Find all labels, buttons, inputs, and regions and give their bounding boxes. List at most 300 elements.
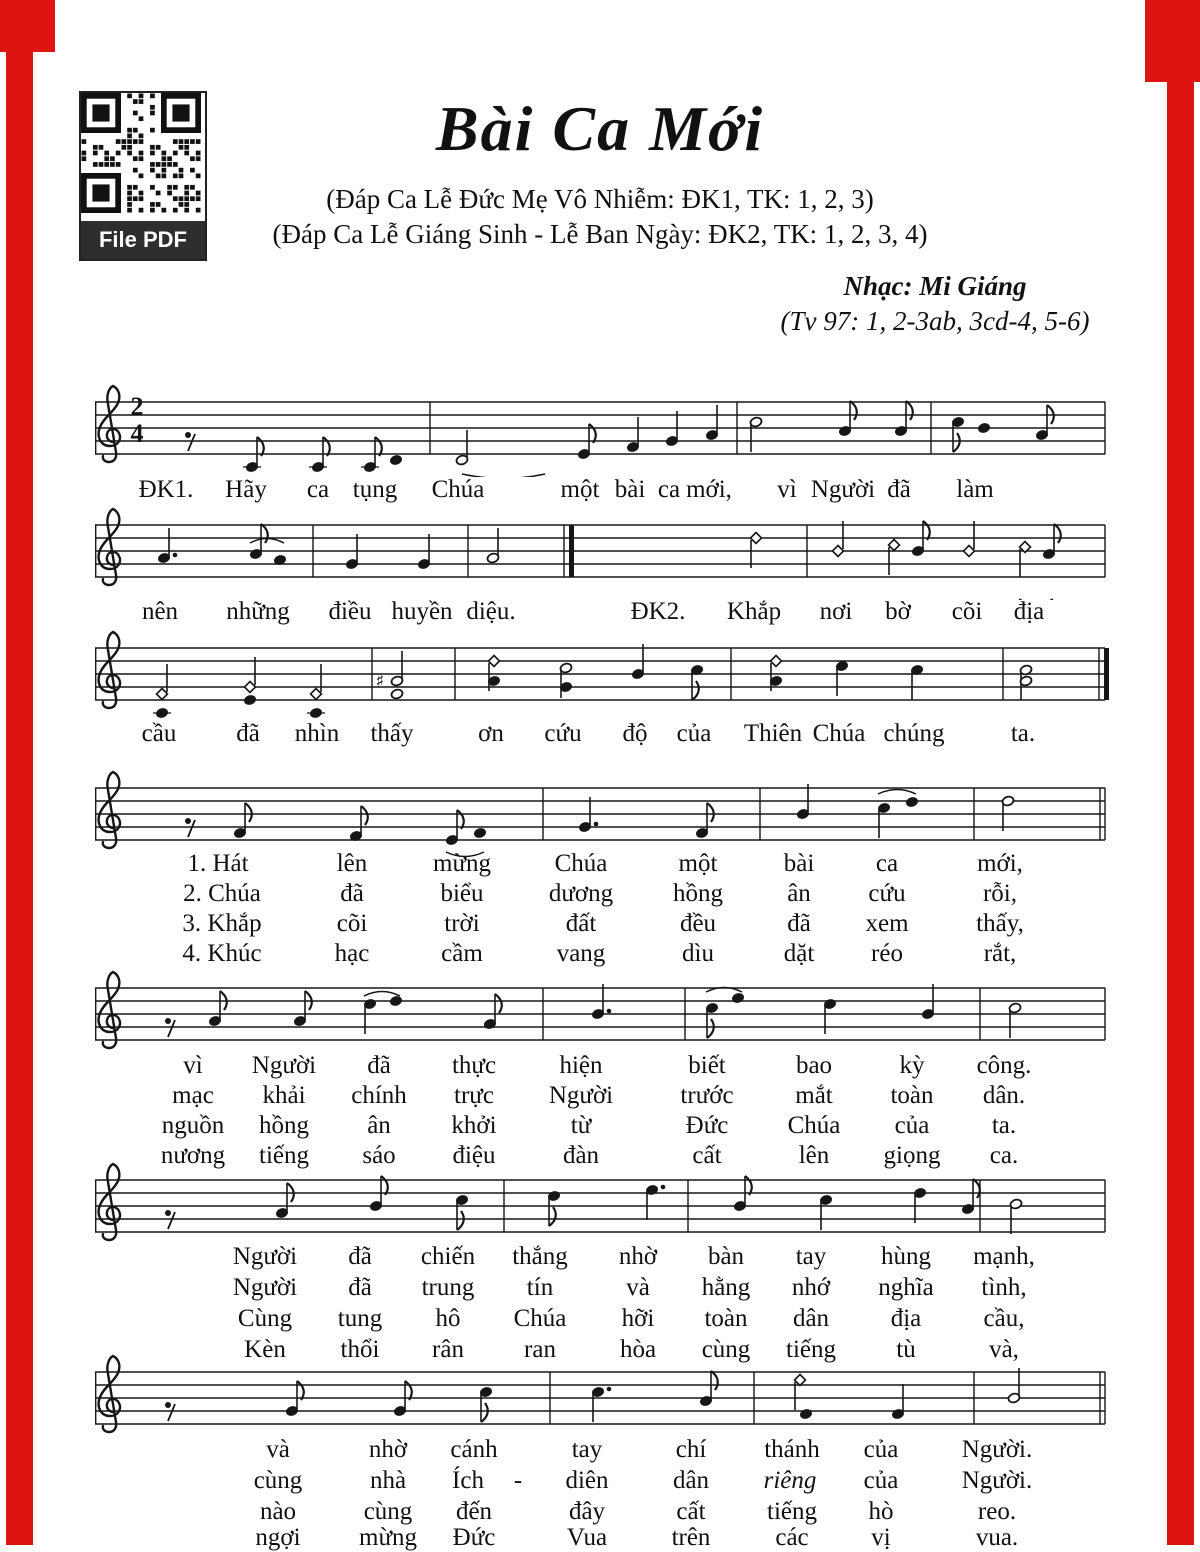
lyric-syllable: Khắp — [726, 598, 782, 625]
lyric-syllable: Người — [232, 1274, 298, 1301]
eighth-rest-icon — [165, 1402, 171, 1408]
note-d — [795, 1375, 806, 1411]
lyric-syllable: cứu — [868, 880, 906, 907]
lyric-syllable: ca — [657, 476, 681, 503]
augmentation-dot — [607, 1009, 612, 1014]
lyric-syllable: cùng — [253, 1467, 303, 1494]
barline-thick — [1104, 648, 1109, 700]
eighth-rest-icon — [185, 432, 191, 438]
note-n8 — [243, 437, 264, 473]
lyric-syllable: đàn — [562, 1142, 600, 1169]
lyric-syllable: Chúa — [513, 1305, 567, 1332]
lyric-syllable: thắng — [512, 1243, 568, 1270]
lyric-syllable: từ — [570, 1112, 592, 1139]
lyric-syllable: tù — [896, 1336, 916, 1363]
lyric-syllable: vang — [556, 940, 606, 967]
flag-icon — [245, 803, 252, 822]
lyric-syllable: hùng — [881, 1243, 931, 1270]
lyric-syllable: lên — [798, 1142, 830, 1169]
note-n — [631, 644, 644, 680]
note-n8 — [961, 1179, 979, 1215]
note-p — [799, 1408, 812, 1419]
sharp-icon: ♯ — [375, 671, 385, 692]
flag-icon — [906, 401, 913, 420]
notehead — [389, 995, 402, 1006]
flag-icon — [457, 1211, 464, 1230]
lyric-syllable: vua. — [975, 1524, 1019, 1551]
note-h — [455, 430, 468, 466]
lyric-syllable: một — [560, 476, 600, 503]
lyric-syllable: của — [863, 1436, 899, 1463]
lyric-syllable: điệu — [452, 1142, 496, 1169]
lyric-syllable: tay — [795, 1243, 827, 1270]
notehead — [243, 694, 256, 705]
lyric-syllable: diệu. — [466, 598, 516, 625]
lyric-syllable: nguồn — [161, 1112, 225, 1139]
flag-icon — [953, 433, 960, 452]
lyric-syllable: độ — [622, 720, 648, 747]
lyric-syllable: cõi — [336, 910, 368, 937]
eighth-rest-icon — [165, 1018, 171, 1024]
note-p — [153, 707, 171, 718]
diamond-notehead — [771, 656, 782, 667]
lyric-line — [0, 1112, 1200, 1142]
lyric-syllable: ta. — [991, 1112, 1017, 1139]
lyric-syllable: nhờ — [618, 1243, 658, 1270]
lyric-syllable: hồng — [259, 1112, 309, 1139]
note-h — [390, 651, 403, 687]
lyric-syllable: cầu — [141, 720, 177, 747]
lyric-line — [0, 1274, 1200, 1304]
note-n — [417, 534, 430, 570]
diamond-notehead — [311, 689, 322, 700]
note-p — [731, 992, 744, 1003]
lyric-syllable: Chúa — [787, 1112, 841, 1139]
note-n8 — [275, 1183, 293, 1219]
lyric-syllable: dìu — [682, 940, 714, 967]
note-sharp — [376, 671, 385, 692]
lyric-syllable: hò — [868, 1498, 894, 1525]
lyric-syllable: Chúa — [554, 850, 608, 877]
lyric-syllable: toàn — [704, 1305, 748, 1332]
flag-icon — [589, 424, 596, 443]
flag-icon — [711, 1371, 718, 1390]
lyric-syllable: Vua — [566, 1524, 608, 1551]
lyric-syllable: biểu — [440, 880, 484, 907]
lyric-syllable: thánh — [764, 1436, 820, 1463]
note-n8 — [455, 1194, 468, 1230]
note-n8 — [547, 1190, 560, 1226]
lyric-syllable: công. — [976, 1052, 1032, 1079]
lyric-line — [0, 1305, 1200, 1335]
note-n — [363, 998, 376, 1034]
note-n — [910, 664, 923, 700]
lyric-syllable: ân — [367, 1112, 391, 1139]
flag-icon — [1054, 524, 1061, 543]
qr-label[interactable]: File PDF — [81, 221, 205, 259]
lyric-syllable: chúng — [883, 720, 945, 747]
note-d — [751, 533, 762, 569]
note-n8 — [699, 1371, 717, 1407]
lyric-syllable: lên — [336, 850, 368, 877]
lyric-syllable: cất — [676, 1498, 706, 1525]
note-n8 — [1042, 524, 1060, 560]
lyric-syllable: ca — [875, 850, 899, 877]
note-n8 — [479, 1386, 492, 1422]
augmentation-dot — [607, 1387, 612, 1392]
lyric-syllable: ĐK1. — [138, 476, 194, 503]
lyric-syllable: ĐK2. — [630, 598, 686, 625]
flag-icon — [973, 1179, 980, 1198]
notehead — [389, 454, 402, 465]
lyric-syllable: mới, — [977, 850, 1023, 877]
note-n8 — [293, 991, 311, 1027]
flag-icon — [257, 437, 264, 456]
note-n — [823, 998, 836, 1034]
tie-slur — [364, 992, 400, 997]
tie-slur — [878, 790, 916, 795]
lyric-syllable: nhìn — [294, 720, 340, 747]
flag-icon — [323, 437, 330, 456]
diamond-notehead — [889, 540, 900, 551]
flag-icon — [457, 810, 464, 829]
flag-icon — [495, 994, 502, 1013]
diamond-notehead — [964, 546, 975, 557]
lyric-syllable: của — [863, 1467, 899, 1494]
lyric-syllable: tín — [526, 1274, 554, 1301]
lyric-syllable: và — [266, 1436, 290, 1463]
lyric-syllable: rắt, — [983, 940, 1017, 967]
note-n8 — [309, 437, 330, 473]
note-h — [749, 416, 762, 452]
lyric-syllable: bàn — [707, 1243, 745, 1270]
lyric-line — [0, 720, 1200, 750]
notehead — [799, 1408, 812, 1419]
lyric-syllable: trước — [680, 1082, 734, 1109]
note-h — [486, 528, 499, 564]
note-po — [390, 688, 403, 699]
note-n — [921, 984, 934, 1020]
lyric-syllable: Người. — [961, 1436, 1033, 1463]
note-d — [311, 664, 322, 700]
lyric-syllable: 2. Chúa — [183, 880, 261, 907]
treble-clef-icon — [99, 1356, 120, 1432]
lyric-syllable: hòa — [619, 1336, 657, 1363]
time-signature-lower: 4 — [130, 419, 144, 448]
lyric-syllable: đã — [236, 720, 260, 747]
lyric-syllable: chiến — [420, 1243, 476, 1270]
lyric-syllable: chí — [675, 1436, 707, 1463]
note-n — [819, 1194, 832, 1230]
lyric-syllable: cùng — [363, 1498, 413, 1525]
note-qd — [591, 1386, 611, 1422]
lyric-syllable: cùng — [701, 1336, 751, 1363]
lyric-syllable: nào — [259, 1498, 297, 1525]
notehead — [731, 992, 744, 1003]
staff-3 — [0, 618, 1200, 723]
lyric-syllable: nghĩa — [878, 1274, 934, 1301]
lyric-syllable: Thiên — [743, 720, 803, 747]
lyric-syllable: Hãy — [225, 476, 267, 503]
lyric-syllable: nên — [141, 598, 179, 625]
flag-icon — [707, 1019, 714, 1038]
lyric-syllable: đã — [887, 476, 911, 503]
note-n8 — [1035, 405, 1053, 441]
notehead — [390, 688, 403, 699]
lyric-syllable: mới, — [686, 476, 732, 503]
lyric-syllable: mạnh, — [973, 1243, 1035, 1270]
note-n8 — [233, 803, 251, 839]
lyric-syllable: trung — [421, 1274, 475, 1301]
lyric-syllable: của — [894, 1112, 930, 1139]
lyric-syllable: tình, — [981, 1274, 1027, 1301]
lyric-syllable: réo — [871, 940, 903, 967]
lyric-syllable: tiếng — [767, 1498, 817, 1525]
lyric-syllable: đều — [679, 910, 717, 937]
lyric-syllable: Đức — [452, 1524, 496, 1551]
lyric-syllable: nơi — [819, 598, 853, 625]
note-qd — [645, 1184, 665, 1220]
treble-clef-icon — [99, 1164, 120, 1240]
lyric-syllable: thực — [451, 1052, 497, 1079]
flag-icon — [707, 803, 714, 822]
lyric-line — [0, 1082, 1200, 1112]
note-h — [559, 662, 572, 698]
lyric-syllable: tung — [337, 1305, 383, 1332]
lyric-syllable: Người. — [961, 1467, 1033, 1494]
lyric-syllable: đã — [340, 880, 364, 907]
lyric-syllable: mắt — [795, 1082, 833, 1109]
psalm-reference: (Tv 97: 1, 2-3ab, 3cd-4, 5-6) — [780, 306, 1090, 336]
note-n8 — [361, 437, 382, 473]
lyric-syllable: tiếng — [786, 1336, 836, 1363]
lyric-syllable: và — [626, 1274, 650, 1301]
notehead — [905, 796, 918, 807]
diamond-notehead — [795, 1375, 806, 1386]
note-n8 — [690, 664, 703, 700]
lyric-syllable: Người — [810, 476, 876, 503]
lyric-syllable: biết — [688, 1052, 726, 1079]
lyric-syllable: đã — [348, 1243, 372, 1270]
lyric-syllable: ta. — [1010, 720, 1036, 747]
staff-4 — [0, 758, 1200, 863]
lyric-syllable: dặt — [783, 940, 815, 967]
lyric-syllable: đến — [455, 1498, 493, 1525]
note-n8 — [951, 416, 964, 452]
lyric-syllable: nương — [160, 1142, 226, 1169]
lyric-syllable: mừng — [359, 1524, 417, 1551]
song-title: Bài Ca Mới — [435, 93, 765, 164]
lyric-syllable: thấy — [370, 720, 414, 747]
red-top-right-corner — [1145, 0, 1200, 82]
lyric-syllable: cứu — [544, 720, 582, 747]
lyric-syllable: Người — [548, 1082, 614, 1109]
note-d — [245, 657, 256, 693]
note-n — [913, 1187, 926, 1223]
lyric-syllable: Chúa — [812, 720, 866, 747]
lyric-syllable: ơn — [478, 720, 504, 747]
augmentation-dot — [594, 822, 599, 827]
note-d — [157, 664, 168, 700]
flag-icon — [261, 524, 268, 543]
note-n — [835, 660, 848, 696]
flag-icon — [692, 681, 699, 700]
lyric-syllable: vì — [777, 476, 797, 503]
flag-icon — [481, 1403, 488, 1422]
lyric-syllable: đây — [568, 1498, 606, 1525]
flag-icon — [381, 1176, 388, 1195]
lyric-syllable: bao — [795, 1052, 833, 1079]
lyric-syllable: và, — [989, 1336, 1019, 1363]
diamond-notehead — [489, 656, 500, 667]
lyric-syllable: vì — [183, 1052, 203, 1079]
note-n — [626, 417, 639, 453]
flag-icon — [549, 1207, 556, 1226]
lyric-syllable: đã — [367, 1052, 391, 1079]
lyric-syllable: - — [513, 1467, 523, 1494]
lyric-syllable: diên — [565, 1467, 609, 1494]
lyric-syllable: bài — [614, 476, 646, 503]
lyric-syllable: chính — [351, 1082, 407, 1109]
flag-icon — [405, 1381, 412, 1400]
red-top-left-corner — [0, 0, 55, 52]
note-n8 — [208, 991, 226, 1027]
note-n8 — [838, 401, 856, 437]
lyric-syllable: đất — [565, 910, 597, 937]
note-p — [243, 694, 256, 705]
note-n8 — [349, 806, 367, 842]
note-n8 — [705, 1002, 718, 1038]
note-d — [833, 521, 844, 557]
note-p — [977, 422, 990, 433]
lyric-syllable: Người — [251, 1052, 317, 1079]
note-n — [345, 534, 358, 570]
lyric-syllable: riêng — [763, 1467, 817, 1494]
lyric-syllable: đã — [787, 910, 811, 937]
lyric-syllable: 3. Khắp — [182, 910, 262, 937]
note-n — [705, 405, 718, 441]
lyric-syllable: một — [678, 850, 718, 877]
subtitle-responsorial-1: (Đáp Ca Lễ Đức Mẹ Vô Nhiễm: ĐK1, TK: 1, 2, 3) — [326, 184, 874, 214]
lyric-syllable: cầm — [441, 940, 483, 967]
lyric-syllable: ân — [787, 880, 811, 907]
lyric-line — [0, 850, 1200, 880]
lyric-syllable: Cùng — [237, 1305, 293, 1332]
lyric-syllable: dân — [672, 1467, 710, 1494]
note-p — [389, 454, 402, 465]
note-n8 — [695, 803, 713, 839]
lyric-syllable: ca. — [989, 1142, 1019, 1169]
lyric-syllable: nhớ — [791, 1274, 831, 1301]
lyric-syllable: tay — [571, 1436, 603, 1463]
barline-thick — [569, 525, 574, 577]
lyric-syllable: 4. Khúc — [182, 940, 262, 967]
lyric-syllable: vị — [871, 1524, 891, 1551]
staff-7 — [0, 1342, 1200, 1447]
diamond-notehead — [157, 689, 168, 700]
lyric-syllable: mừng — [433, 850, 491, 877]
flag-icon — [923, 521, 930, 540]
notehead — [977, 422, 990, 433]
staff-1 — [0, 372, 1200, 477]
lyric-syllable: tụng — [352, 476, 398, 503]
lyric-syllable: cầu, — [983, 1305, 1025, 1332]
lyric-syllable: trời — [444, 910, 480, 937]
lyric-line — [0, 880, 1200, 910]
notehead — [309, 707, 322, 718]
lyric-syllable: nhờ — [368, 1436, 408, 1463]
note-qd — [157, 528, 177, 564]
note-p — [473, 827, 486, 838]
lyric-syllable: rỗi, — [982, 880, 1018, 907]
note-n8 — [894, 401, 912, 437]
lyric-syllable: các — [775, 1524, 809, 1551]
diamond-notehead — [245, 682, 256, 693]
lyric-syllable: những — [226, 598, 290, 625]
lyric-syllable: mạc — [172, 1082, 214, 1109]
note-n8 — [483, 994, 501, 1030]
lyric-syllable: bài — [783, 850, 815, 877]
lyric-syllable: dân — [792, 1305, 830, 1332]
time-signature-upper: 2 — [130, 392, 144, 421]
lyric-syllable: Người — [232, 1243, 298, 1270]
lyric-syllable: điều — [328, 598, 372, 625]
lyric-syllable: bờ — [885, 598, 911, 625]
notehead — [473, 827, 486, 838]
note-p — [389, 995, 402, 1006]
lyric-line — [0, 1524, 1200, 1552]
lyric-line — [0, 1243, 1200, 1273]
lyric-syllable: hằng — [701, 1274, 751, 1301]
lyric-syllable: cất — [692, 1142, 722, 1169]
lyric-syllable: trên — [671, 1524, 711, 1551]
lyric-syllable: hô — [435, 1305, 461, 1332]
note-h — [1007, 1368, 1020, 1404]
lyric-syllable: thổi — [340, 1336, 380, 1363]
lyric-line — [0, 1467, 1200, 1497]
eighth-rest-icon — [165, 1210, 171, 1216]
lyric-syllable: nhà — [369, 1467, 407, 1494]
lyric-syllable: dân. — [982, 1082, 1026, 1109]
staff-2 — [0, 495, 1200, 600]
lyric-syllable: sáo — [362, 1142, 396, 1169]
lyric-syllable: huyền — [391, 598, 453, 625]
lyric-syllable: kỳ — [899, 1052, 925, 1079]
flag-icon — [745, 1176, 752, 1195]
lyric-syllable: hiện — [559, 1052, 603, 1079]
diamond-notehead — [833, 546, 844, 557]
lyric-syllable: ca — [306, 476, 330, 503]
note-n — [891, 1384, 904, 1420]
lyric-syllable: ngợi — [255, 1524, 301, 1551]
lyric-syllable: dương — [548, 880, 614, 907]
lyric-syllable: thấy, — [976, 910, 1024, 937]
lyric-syllable: Ích — [452, 1467, 484, 1494]
lyric-syllable: Đức — [685, 1112, 729, 1139]
note-p — [307, 707, 325, 718]
treble-clef-icon — [99, 509, 120, 585]
treble-clef-icon — [99, 972, 120, 1048]
lyric-syllable: 1. Hát — [187, 850, 249, 877]
subtitle-responsorial-2: (Đáp Ca Lễ Giáng Sinh - Lễ Ban Ngày: ĐK2, TK: 1, 2, 3, 4) — [272, 219, 928, 249]
lyric-syllable: xem — [865, 910, 909, 937]
lyric-syllable: của — [676, 720, 712, 747]
lyric-syllable: rân — [432, 1336, 464, 1363]
lyric-syllable: ran — [524, 1336, 556, 1363]
augmentation-dot — [661, 1185, 666, 1190]
lyric-syllable: giọng — [883, 1142, 941, 1169]
lyric-line — [0, 910, 1200, 940]
